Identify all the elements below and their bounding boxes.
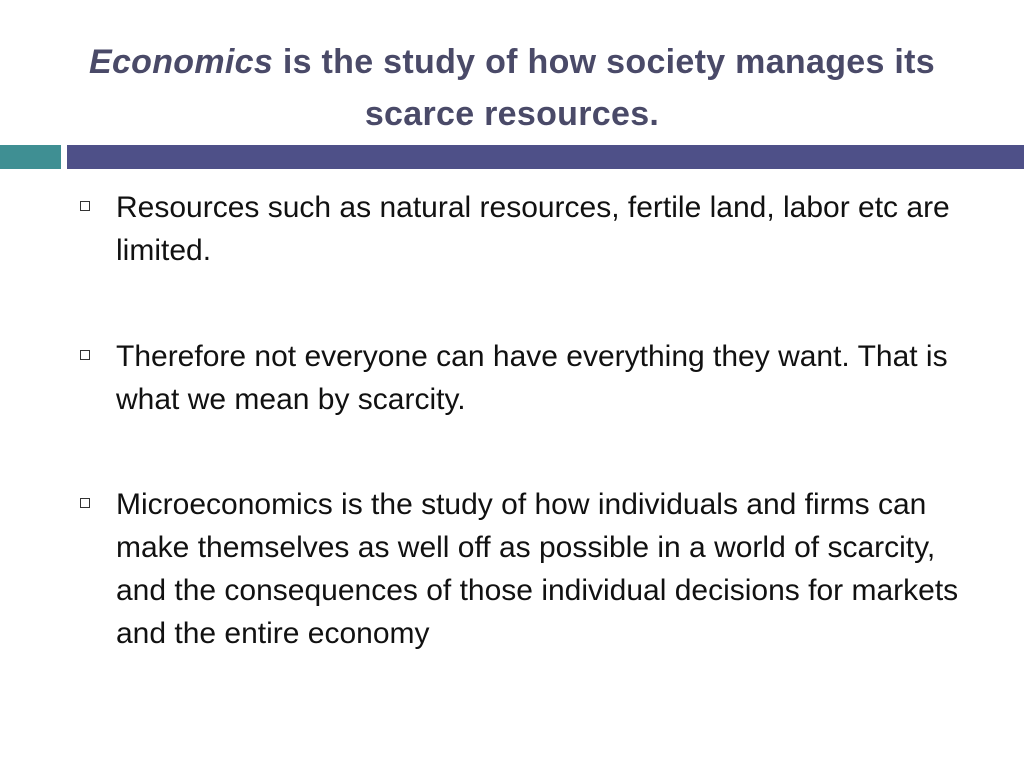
accent-bar-teal	[0, 145, 61, 169]
hollow-square-icon	[80, 498, 90, 508]
title-emphasis: Economics	[88, 43, 274, 81]
title-rest: is the study of how society manages its scarce resources.	[273, 43, 936, 133]
hollow-square-icon	[80, 201, 90, 211]
bullet-text: Therefore not everyone can have everything they want. That is what we mean by scarcity.	[116, 340, 948, 416]
bullet-text: Resources such as natural resources, fertile land, labor etc are limited.	[116, 191, 950, 267]
accent-bar-purple	[67, 145, 1024, 169]
bullet-text: Microeconomics is the study of how individuals and firms can make themselves as well off as possible in a world of scarcity, and the consequences of those individual decisions for markets and the entire economy	[116, 488, 959, 650]
slide-title	[40, 36, 984, 140]
hollow-square-icon	[80, 350, 90, 360]
